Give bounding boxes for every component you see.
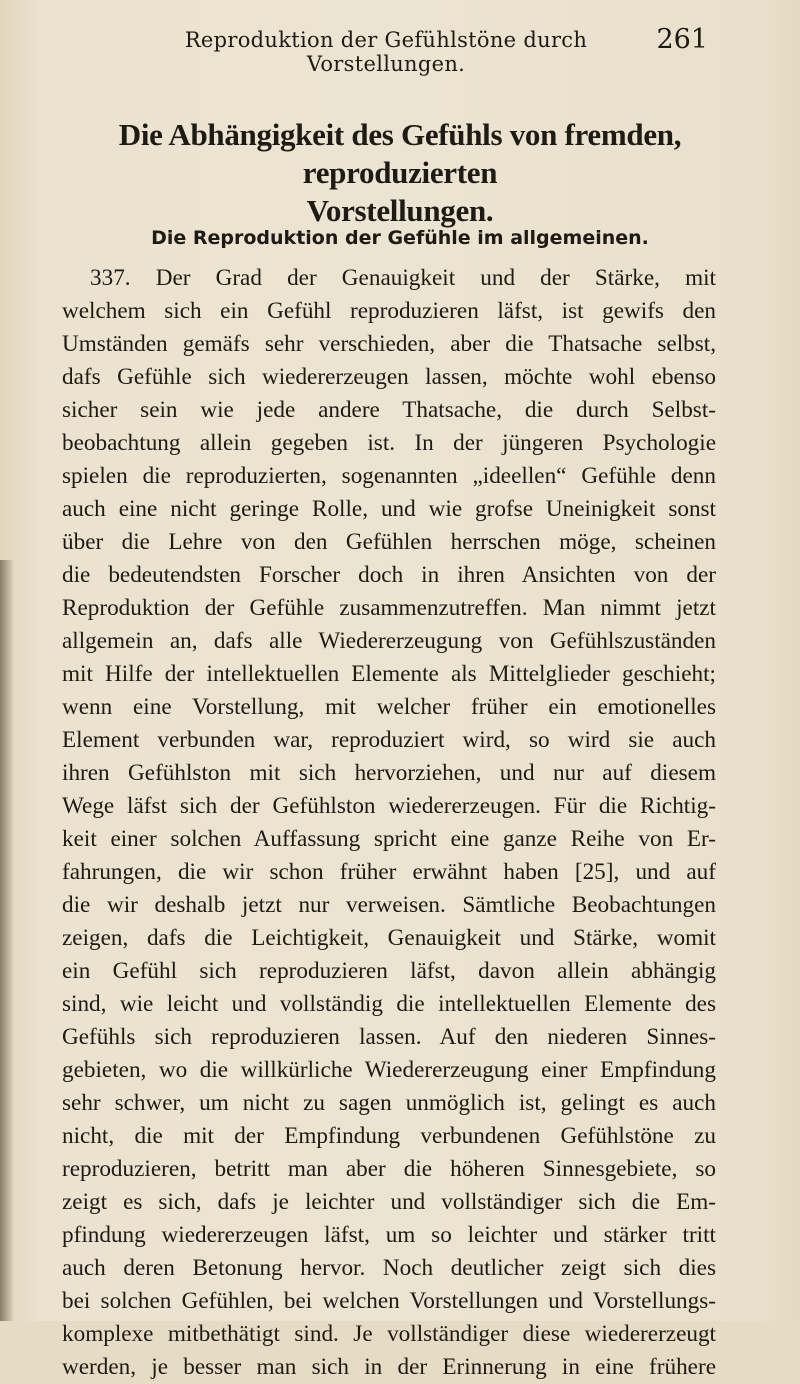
text-line: nicht, die mit der Empfindung verbundenen Gefühlstöne zu (62, 1123, 716, 1149)
text-line: wenn eine Vorstellung, mit welcher früher ein emotionelles (62, 694, 716, 720)
text-line: zeigen, dafs die Leichtigkeit, Genauigkeit und Stärke, womit (62, 925, 716, 951)
text-line: auch deren Betonung hervor. Noch deutlicher zeigt sich dies (62, 1255, 716, 1281)
text-line: spielen die reproduzierten, sogenannten „ideellen“ Gefühle denn (62, 463, 716, 489)
text-line: reproduzieren, betritt man aber die höheren Sinnesgebiete, so (62, 1156, 716, 1182)
text-line: beobachtung allein gegeben ist. In der jüngeren Psychologie (62, 430, 716, 456)
page-edge-shadow (0, 560, 14, 1321)
page-number: 261 (656, 24, 708, 55)
text-line: gebieten, wo die willkürliche Wiedererzeugung einer Empfindung (62, 1057, 716, 1083)
text-line: Wege läfst sich der Gefühlston wiedererzeugen. Für die Richtig- (62, 793, 716, 819)
text-line: sicher sein wie jede andere Thatsache, die durch Selbst- (62, 397, 716, 423)
text-line: Reproduktion der Gefühle zusammenzutreffen. Man nimmt jetzt (62, 595, 716, 621)
text-line: Gefühls sich reproduzieren lassen. Auf den niederen Sinnes- (62, 1024, 716, 1050)
text-line: Umständen gemäfs sehr verschieden, aber die Thatsache selbst, (62, 331, 716, 357)
text-line: bei solchen Gefühlen, bei welchen Vorstellungen und Vorstellungs- (62, 1288, 716, 1314)
text-line: die wir deshalb jetzt nur verweisen. Sämtliche Beobachtungen (62, 892, 716, 918)
running-head (0, 24, 800, 76)
chapter-heading (40, 116, 760, 230)
chapter-heading-line-1: Die Abhängigkeit des Gefühls von fremden, reproduzierten (118, 117, 682, 190)
text-line: sind, wie leicht und vollständig die intellektuellen Elemente des (62, 991, 716, 1017)
section-heading: Die Reproduktion der Gefühle im allgemeinen. (151, 227, 649, 249)
text-line: mit Hilfe der intellektuellen Elemente als Mittelglieder geschieht; (62, 661, 716, 687)
text-line: die bedeutendsten Forscher doch in ihren Ansichten von der (62, 562, 716, 588)
text-line: über die Lehre von den Gefühlen herrschen möge, scheinen (62, 529, 716, 555)
text-line: auch eine nicht geringe Rolle, und wie grofse Uneinigkeit sonst (62, 496, 716, 522)
text-line: keit einer solchen Auffassung spricht eine ganze Reihe von Er- (62, 826, 716, 852)
text-line: welchem sich ein Gefühl reproduzieren läfst, ist gewifs den (62, 298, 716, 324)
text-line: pfindung wiedererzeugen läfst, um so leichter und stärker tritt (62, 1222, 716, 1248)
text-line: sehr schwer, um nicht zu sagen unmöglich ist, gelingt es auch (62, 1090, 716, 1116)
text-line: fahrungen, die wir schon früher erwähnt haben [25], und auf (62, 859, 716, 885)
text-line: allgemein an, dafs alle Wiedererzeugung von Gefühlszuständen (62, 628, 716, 654)
text-line: ein Gefühl sich reproduzieren läfst, davon allein abhängig (62, 958, 716, 984)
text-line: Element verbunden war, reproduziert wird, so wird sie auch (62, 727, 716, 753)
text-line: ihren Gefühlston mit sich hervorziehen, und nur auf diesem (62, 760, 716, 786)
body-paragraph (62, 262, 716, 1384)
chapter-heading-line-2: Vorstellungen. (306, 193, 494, 228)
text-line: zeigt es sich, dafs je leichter und vollständiger sich die Em- (62, 1189, 716, 1215)
text-line: 337. Der Grad der Genauigkeit und der Stärke, mit (90, 265, 716, 291)
running-title: Reproduktion der Gefühlstöne durch Vorstellungen. (184, 28, 588, 76)
text-line: komplexe mitbethätigt sind. Je vollständiger diese wiedererzeugt (62, 1321, 716, 1347)
text-line: werden, je besser man sich in der Erinnerung in eine frühere (62, 1354, 716, 1380)
text-line: dafs Gefühle sich wiedererzeugen lassen, möchte wohl ebenso (62, 364, 716, 390)
